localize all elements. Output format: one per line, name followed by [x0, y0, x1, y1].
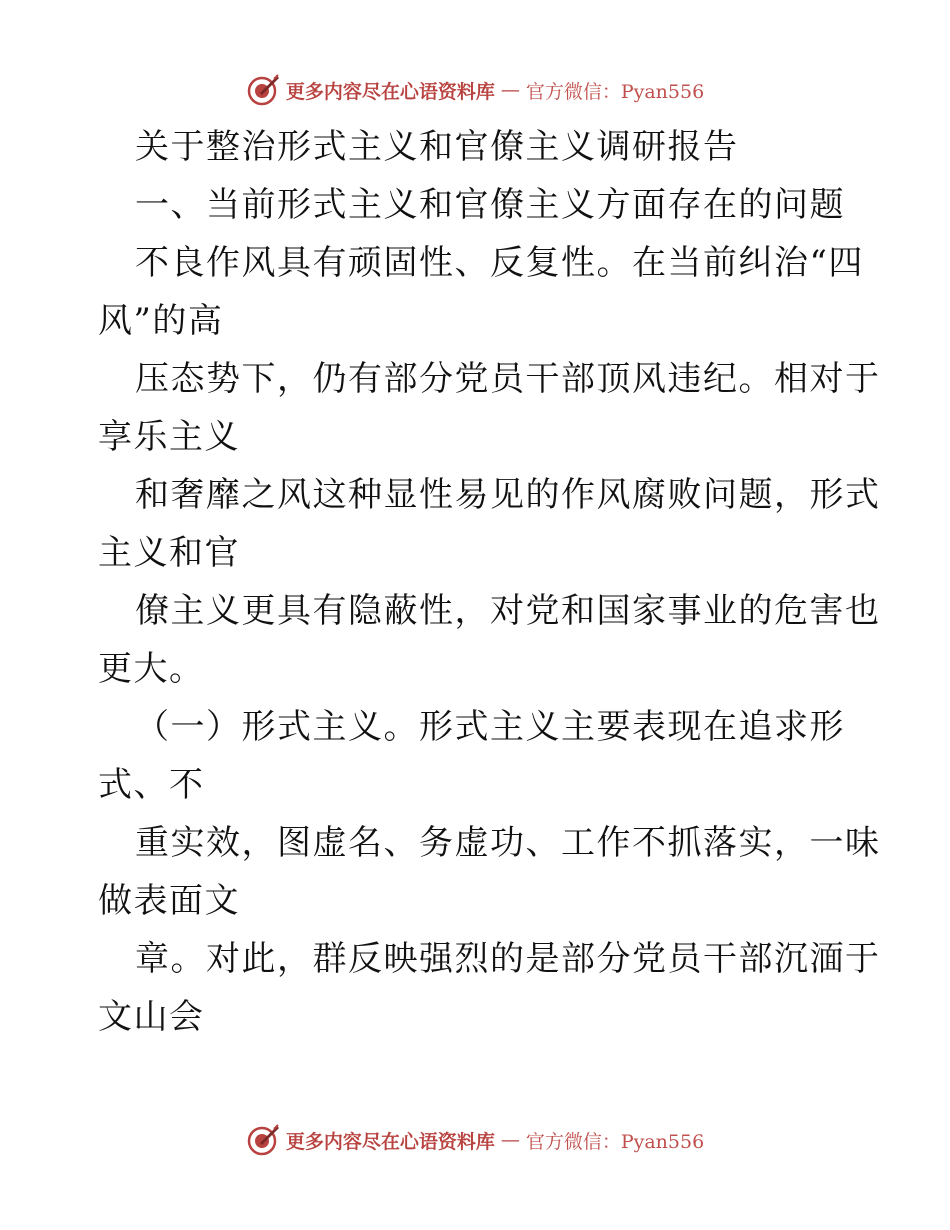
quill-pen-circle-icon: [246, 1123, 280, 1157]
paragraph-line: 更大。: [98, 649, 205, 689]
quill-pen-circle-icon: [246, 73, 280, 107]
paragraph-line: 僚主义更具有隐蔽性，对党和国家事业的危害也: [135, 591, 881, 631]
footer-contact-text: 官方微信：Pyan556: [525, 1130, 705, 1153]
subsection-line: （一）形式主义。形式主义主要表现在追求形: [135, 707, 845, 747]
footer-watermark: [0, 1120, 950, 1160]
paragraph-line: 做表面文: [98, 881, 240, 921]
header-brand-text: 更多内容尽在心语资料库: [285, 80, 495, 103]
paragraph-line: 章。对此，群反映强烈的是部分党员干部沉湎于: [135, 939, 881, 979]
paragraph-line: 压态势下，仍有部分党员干部顶风违纪。相对于: [135, 359, 881, 399]
section-heading: 一、当前形式主义和官僚主义方面存在的问题: [135, 185, 845, 225]
paragraph-line: 和奢靡之风这种显性易见的作风腐败问题，形式: [135, 475, 881, 515]
document-body: [98, 118, 881, 1046]
footer-brand-text: 更多内容尽在心语资料库: [285, 1130, 495, 1153]
header-contact-text: 官方微信：Pyan556: [525, 80, 705, 103]
footer-separator: —: [500, 1129, 520, 1151]
document-title: 关于整治形式主义和官僚主义调研报告: [135, 127, 739, 167]
paragraph-line: 重实效，图虚名、务虚功、工作不抓落实，一味: [135, 823, 881, 863]
header-separator: —: [500, 79, 520, 101]
paragraph-line: 风”的高: [98, 301, 224, 341]
header-watermark: [0, 70, 950, 110]
paragraph-line: 主义和官: [98, 533, 240, 573]
paragraph-line: 不良作风具有顽固性、反复性。在当前纠治“四: [135, 243, 864, 283]
paragraph-line: 式、不: [98, 765, 205, 805]
paragraph-line: 享乐主义: [98, 417, 240, 457]
paragraph-line: 文山会: [98, 997, 205, 1037]
